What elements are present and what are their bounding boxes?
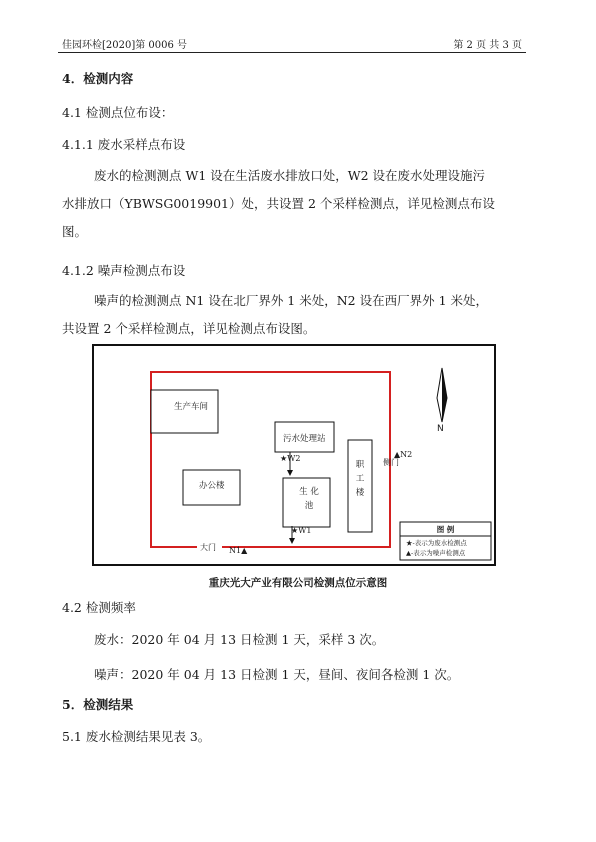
w2-arrow-head bbox=[287, 470, 293, 476]
label-office: 办公楼 bbox=[199, 481, 225, 491]
legend-noise-item: ▲-表示为噪声检测点 bbox=[406, 549, 466, 557]
section-5-1-title: 5.1 废水检测结果见表 3。 bbox=[62, 729, 211, 744]
noise-line-2: 共设置 2 个采样检测点，详见检测点布设图。 bbox=[62, 321, 316, 336]
w1-marker bbox=[291, 526, 311, 535]
w1-arrow-head bbox=[289, 538, 295, 544]
n2-label: N2 bbox=[400, 450, 413, 459]
w1-star-icon: ★ bbox=[291, 526, 299, 535]
label-production-workshop: 生产车间 bbox=[174, 402, 209, 412]
n2-marker bbox=[394, 450, 412, 459]
label-north: N bbox=[437, 424, 444, 434]
wastewater-line-1: 废水的检测测点 W1 设在生活废水排放口处，W2 设在废水处理设施污 bbox=[94, 168, 486, 183]
monitoring-layout-diagram bbox=[92, 344, 496, 566]
wastewater-line-3: 图。 bbox=[62, 224, 88, 239]
wastewater-line-2: 水排放口（YBWSG0019901）处，共设置 2 个采样检测点，详见检测点布设 bbox=[62, 196, 495, 211]
section-4-2-title: 4.2 检测频率 bbox=[62, 600, 136, 615]
noise-line-1: 噪声的检测测点 N1 设在北厂界外 1 米处，N2 设在西厂界外 1 米处， bbox=[94, 293, 489, 308]
wastewater-frequency: 废水：2020 年 04 月 13 日检测 1 天，采样 3 次。 bbox=[94, 632, 385, 647]
label-side-gate: 侧门 bbox=[383, 458, 399, 467]
header-divider bbox=[58, 52, 526, 53]
label-staff-building: 职 工 楼 bbox=[355, 460, 365, 498]
legend-title: 图 例 bbox=[436, 525, 455, 534]
n1-marker bbox=[229, 546, 247, 555]
diagram-caption: 重庆光大产业有限公司检测点位示意图 bbox=[208, 577, 388, 589]
section-4-1-2-title: 4.1.2 噪声检测点布设 bbox=[62, 263, 186, 278]
section-4-1-title: 4.1 检测点位布设： bbox=[62, 105, 174, 120]
section-5-title: 5．检测结果 bbox=[62, 697, 134, 712]
w2-label: W2 bbox=[287, 454, 301, 463]
w2-marker bbox=[280, 454, 300, 463]
noise-frequency: 噪声：2020 年 04 月 13 日检测 1 天，昼间、夜间各检测 1 次。 bbox=[94, 667, 460, 682]
legend-water-item: ★-表示为废水检测点 bbox=[406, 539, 467, 547]
wastewater-paragraph bbox=[62, 162, 542, 246]
section-4-1-1-title: 4.1.1 废水采样点布设 bbox=[62, 137, 186, 152]
north-arrow-fill bbox=[442, 368, 447, 422]
noise-paragraph bbox=[62, 287, 542, 343]
label-bio-pool: 生 化 池 bbox=[299, 487, 319, 511]
w1-label: W1 bbox=[298, 526, 312, 535]
section-4-title: 4．检测内容 bbox=[62, 71, 134, 86]
w2-star-icon: ★ bbox=[280, 454, 288, 463]
label-main-gate: 大门 bbox=[200, 543, 216, 552]
label-sewage-station: 污水处理站 bbox=[283, 434, 326, 444]
n2-triangle-icon: ▲ bbox=[394, 450, 401, 459]
n1-triangle-icon: ▲ bbox=[241, 546, 248, 555]
header-page-number: 第 2 页 共 3 页 bbox=[453, 40, 522, 51]
n1-label: N1 bbox=[229, 546, 242, 555]
header-doc-number: 佳园环检[2020]第 0006 号 bbox=[62, 40, 188, 51]
